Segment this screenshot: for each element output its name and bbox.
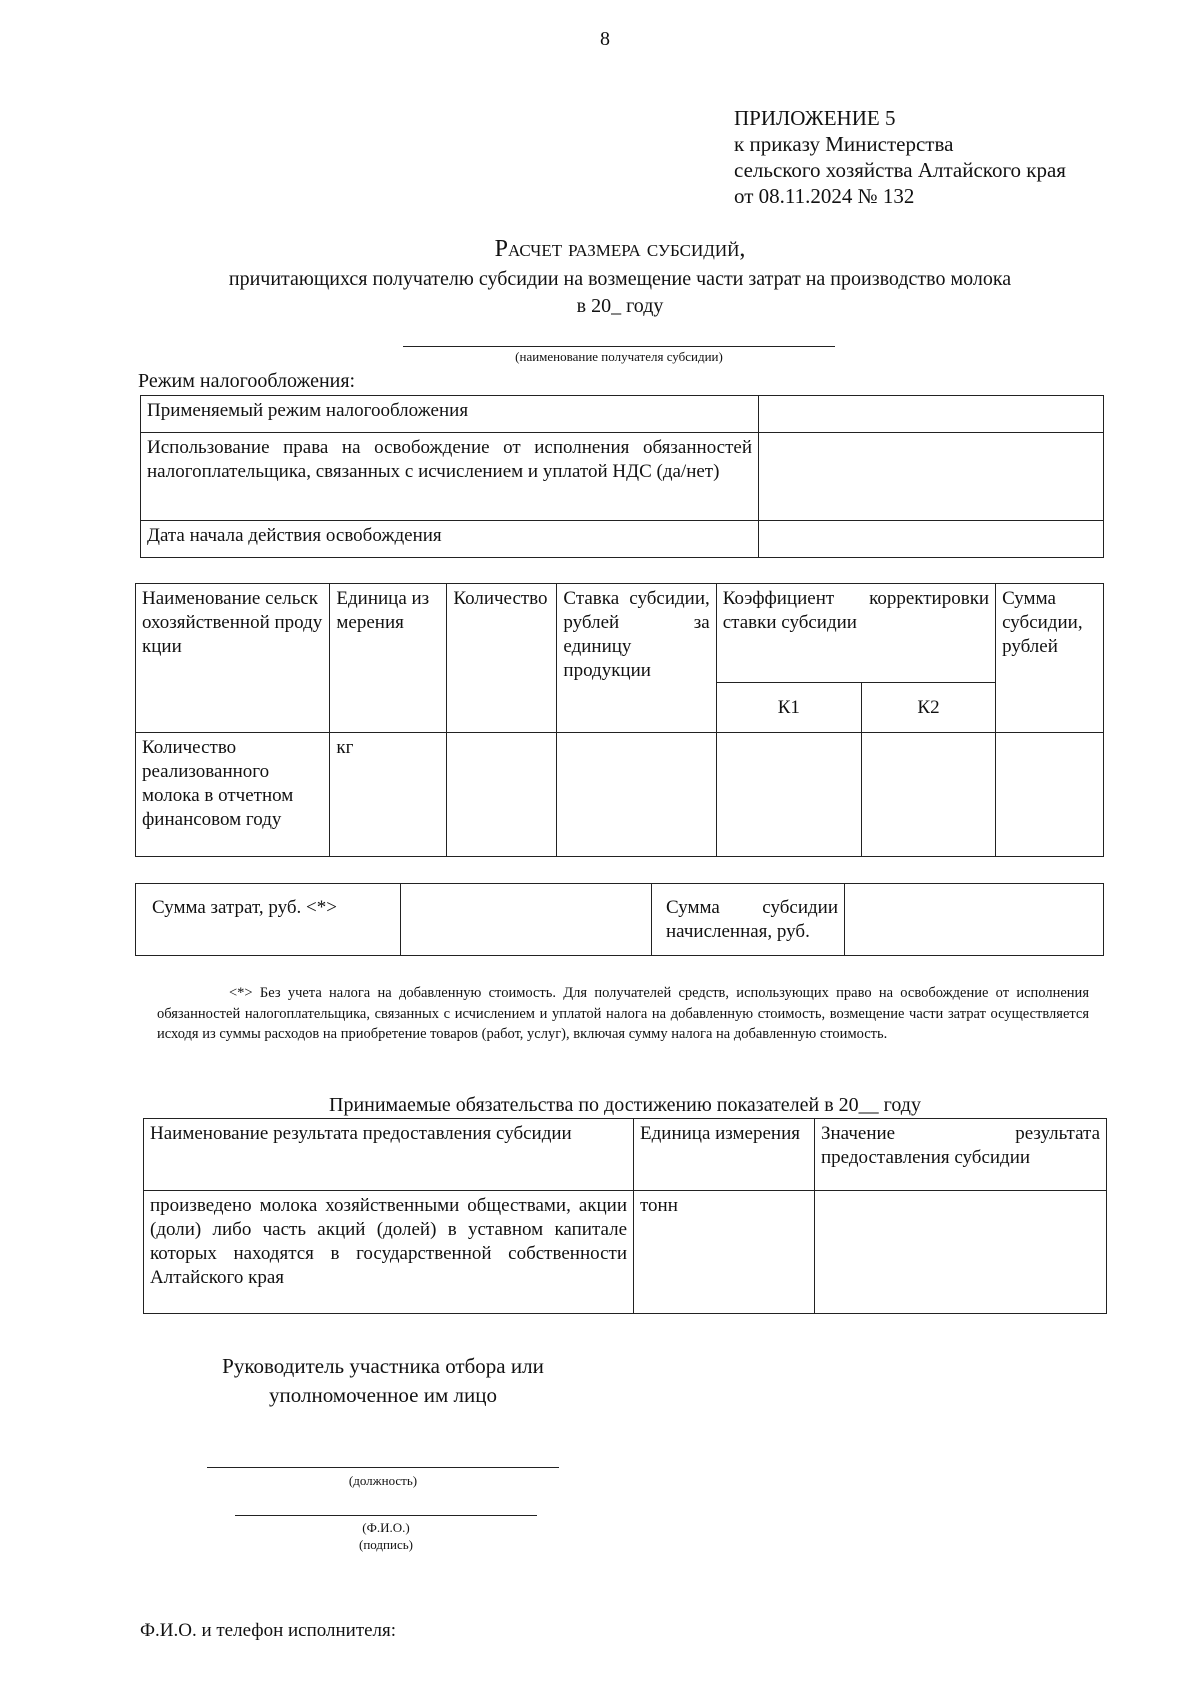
header-k1: К1 [716,683,861,733]
row-k2-cell[interactable] [861,733,995,857]
row-product-name: Количество реализованного молока в отчетном финансовом году [136,733,330,857]
page-number: 8 [600,28,610,50]
document-subtitle: причитающихся получателю субсидии на возмещение части затрат на производство молока [228,268,1012,290]
result-unit: тонн [634,1191,815,1314]
tax-value-cell[interactable] [759,433,1104,521]
row-sum-cell[interactable] [996,733,1104,857]
tax-row-label: Дата начала действия освобождения [141,521,759,558]
signature-line2: уполномоченное им лицо [269,1383,497,1407]
appendix-line: к приказу Министерства [734,132,954,156]
result-name: произведено молока хозяйственными обществами, акции (доли) либо часть акций (долей) в уставном капитале которых находятся в государственной собственности Алтайского края [144,1191,634,1314]
name-line [235,1515,537,1516]
signature-heading [150,1352,616,1410]
recipient-line [403,346,835,347]
executor-label: Ф.И.О. и телефон исполнителя: [140,1620,397,1641]
row-rate-cell[interactable] [557,733,716,857]
name-caption: (Ф.И.О.) [362,1520,410,1535]
tax-value-cell[interactable] [759,521,1104,558]
obligations-heading: Принимаемые обязательства по достижению показателей в 20__ году [329,1094,921,1116]
header-unit: Единица измерения [330,584,447,733]
header-result-value: Значение результата предоставления субсидии [815,1119,1107,1191]
recipient-caption: (наименование получателя субсидии) [515,349,723,364]
appendix-date: от 08.11.2024 № 132 [734,184,915,208]
subsidy-value-cell[interactable] [845,884,1104,956]
obligations-table [143,1118,1107,1314]
appendix-title: ПРИЛОЖЕНИЕ 5 [734,106,896,130]
header-k2: К2 [861,683,995,733]
position-line [207,1467,559,1468]
signature-line1: Руководитель участника отбора или [222,1354,544,1378]
row-quantity-cell[interactable] [447,733,557,857]
year-line: в 20_ году [576,295,664,317]
header-rate: Ставка субсидии, рублей за единицу продукции [557,584,716,733]
header-coefficient: Коэффициент корректировки ставки субсидии [716,584,995,683]
appendix-block [734,105,1066,209]
position-caption: (должность) [348,1473,418,1488]
tax-row-label: Применяемый режим налогообложения [141,396,759,433]
tax-heading: Режим налогообложения: [138,370,356,392]
result-value-cell[interactable] [815,1191,1107,1314]
header-product: Наименование сельскохозяйственной продукции [136,584,330,733]
appendix-line: сельского хозяйства Алтайского края [734,158,1066,182]
footnote: <*> Без учета налога на добавленную стоимость. Для получателей средств, использующих право на освобождение от исполнения обязанностей налогоплательщика, связанных с исчислением и уплатой налога на добавленную стоимость, возмещение части затрат осуществляется исходя из суммы расходов на приобретение товаров (работ, услуг), включая сумму налога на добавленную стоимость. [157,985,1089,1042]
tax-value-cell[interactable] [759,396,1104,433]
header-unit: Единица измерения [634,1119,815,1191]
header-quantity: Количество [447,584,557,733]
costs-value-cell[interactable] [401,884,652,956]
document-title: Расчет размера субсидий, [494,236,746,262]
sign-caption: (подпись) [359,1537,413,1552]
calc-table [135,583,1104,857]
subsidy-label: Сумма субсидии начисленная, руб. [652,884,845,956]
header-sum: Сумма субсидии, рублей [996,584,1104,733]
row-unit: кг [330,733,447,857]
row-k1-cell[interactable] [716,733,861,857]
tax-table [140,395,1104,558]
header-result-name: Наименование результата предоставления субсидии [144,1119,634,1191]
sum-table [135,883,1104,956]
costs-label: Сумма затрат, руб. <*> [136,884,401,956]
tax-row-label: Использование права на освобождение от исполнения обязанностей налогоплательщика, связанных с исчислением и уплатой НДС (да/нет) [141,433,759,521]
